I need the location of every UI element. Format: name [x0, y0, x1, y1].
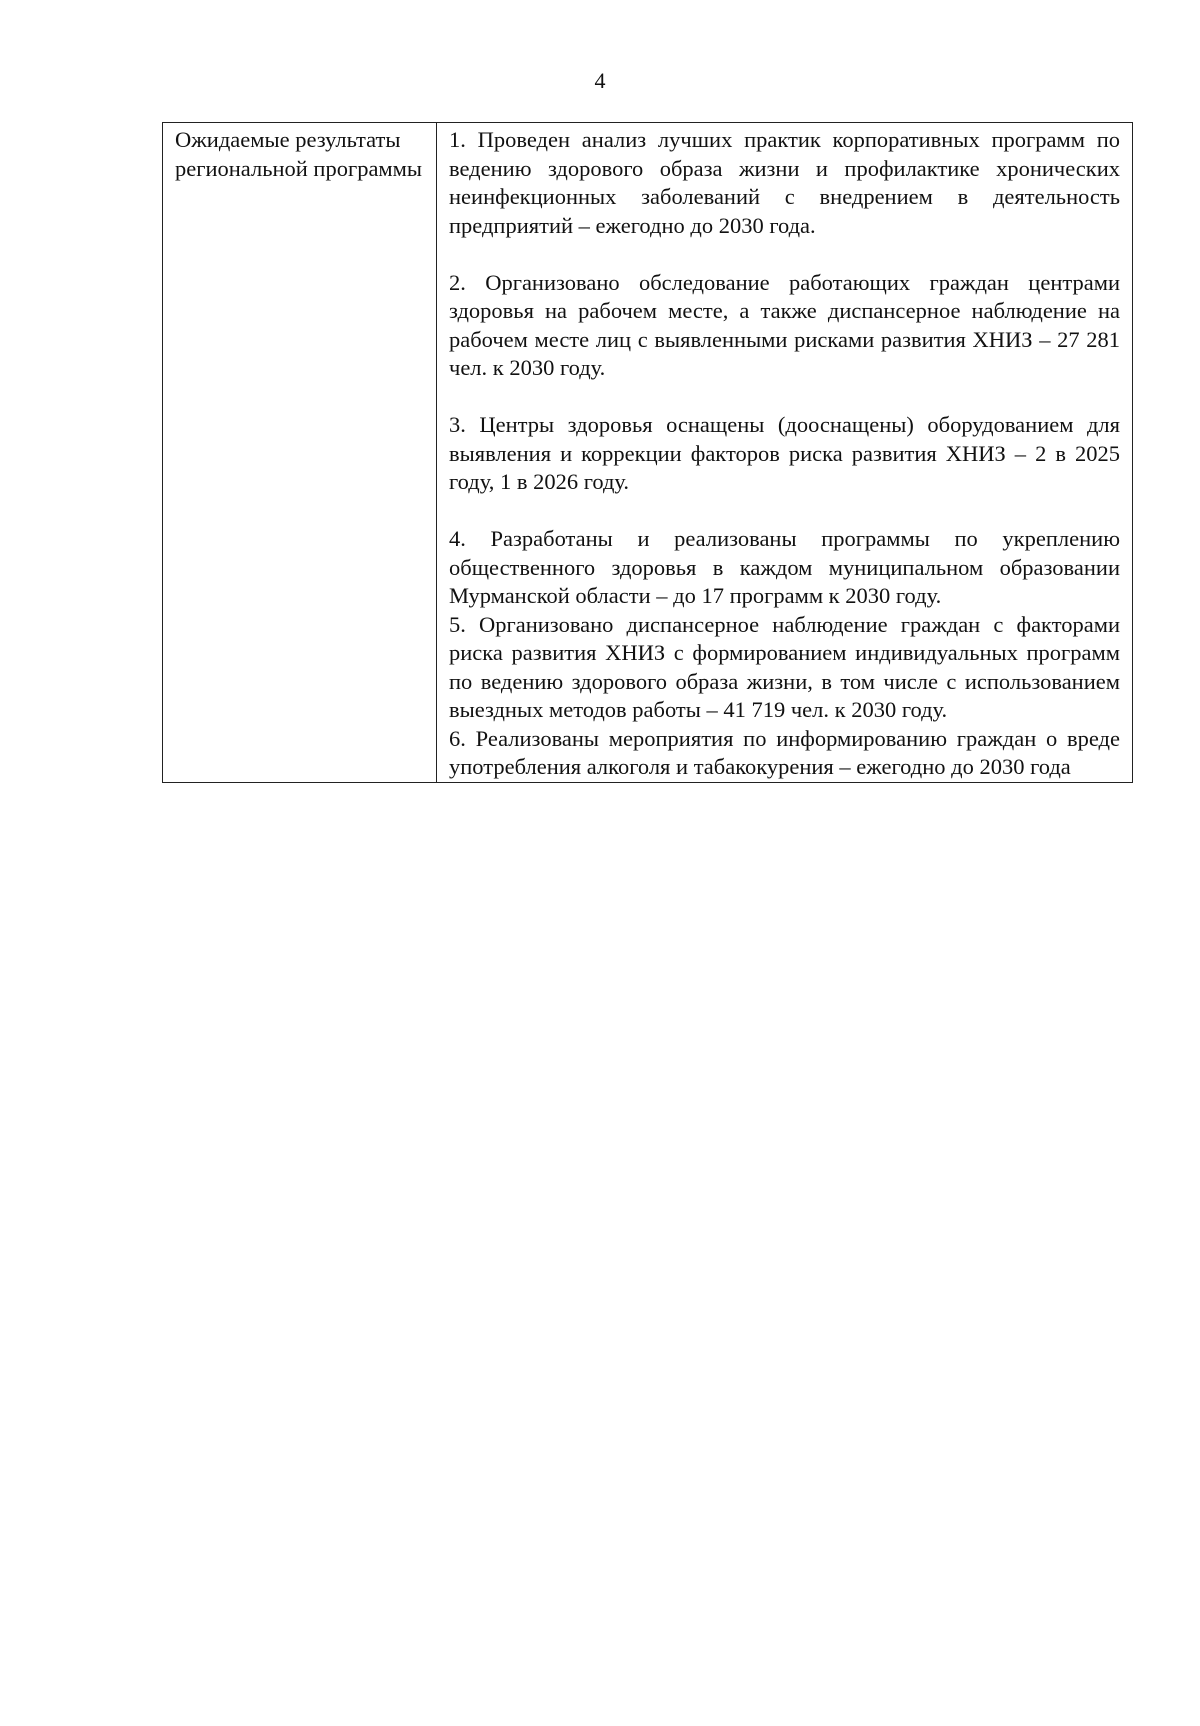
expected-results-table [162, 122, 1133, 783]
page-number: 4 [594, 68, 606, 93]
result-item-1: 1. Проведен анализ лучших практик корпоративных программ по ведению здорового образа жизни и профилактике хронических неинфекционных заболеваний с внедрением в деятельность предприятий – ежегодно до 2030 года. [449, 127, 1120, 238]
result-item-2: 2. Организовано обследование работающих граждан центрами здоровья на рабочем месте, а также диспансерное наблюдение на рабочем месте лиц с выявленными рисками развития ХНИЗ – 27 281 чел. к 2030 году. [449, 269, 1120, 380]
results-content-cell [437, 123, 1133, 783]
result-item-5: 5. Организовано диспансерное наблюдение граждан с факторами риска развития ХНИЗ с формированием индивидуальных программ по ведению здорового образа жизни, в том числе с использованием выездных методов работы – 41 719 чел. к 2030 году. [449, 611, 1120, 722]
result-item-4: 4. Разработаны и реализованы программы по укреплению общественного здоровья в каждом муниципальном образовании Мурманской области – до 17 программ к 2030 году. [449, 526, 1120, 608]
row-label: Ожидаемые результаты региональной программы [175, 127, 423, 181]
row-label-cell [163, 123, 437, 783]
table-row [163, 123, 1133, 783]
result-item-3: 3. Центры здоровья оснащены (дооснащены) оборудованием для выявления и коррекции факторов риска развития ХНИЗ – 2 в 2025 году, 1 в 2026 году. [449, 412, 1120, 494]
result-item-6: 6. Реализованы мероприятия по информированию граждан о вреде употребления алкоголя и табакокурения – ежегодно до 2030 года [449, 725, 1120, 779]
